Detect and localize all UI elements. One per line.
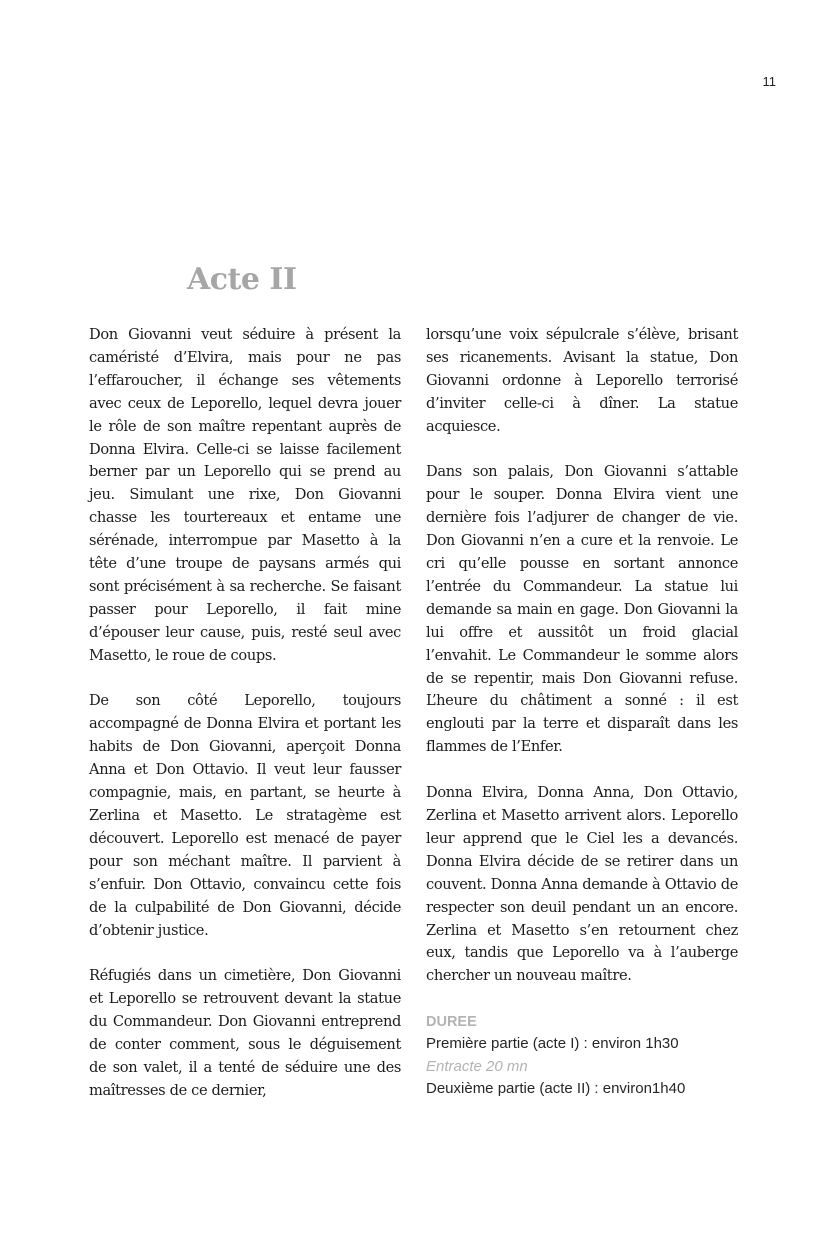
- duration-intermission: Entracte 20 mn: [426, 1057, 528, 1075]
- synopsis-paragraph: De son côté Leporello, toujours accompagné de Donna Elvira et portant les habits de Don Giovanni, aperçoit Donna Anna et Don Ottavio. Il veut leur fausser compagnie, mais, en partant, se heurte à Zerlina et Masetto. Le stratagème est découvert. Leporello est menacé de payer pour son méchant maître. Il parvient à s’enfuir. Don Ottavio, convaincu cette fois de la culpabilité de Don Giovanni, décide d’obtenir justice.: [89, 692, 401, 939]
- duration-info: [426, 1011, 738, 1101]
- right-column: [426, 324, 738, 1101]
- left-column: [89, 324, 401, 1126]
- section-heading: Acte II: [187, 262, 297, 297]
- synopsis-paragraph: Don Giovanni veut séduire à présent la caméristé d’Elvira, mais pour ne pas l’effaroucher, il échange ses vêtements avec ceux de Leporello, lequel devra jouer le rôle de son maître repentant auprès de Donna Elvira. Celle-ci se laisse facilement berner par un Leporello qui se prend au jeu. Simulant une rixe, Don Giovanni chasse les tourtereaux et entame une sérénade, interrompue par Masetto à la tête d’une troupe de paysans armés qui sont précisément à sa recherche. Se faisant passer pour Leporello, il fait mine d’épouser leur cause, puis, resté seul avec Masetto, le roue de coups.: [89, 326, 401, 664]
- duration-title: DUREE: [426, 1014, 477, 1031]
- synopsis-paragraph: Donna Elvira, Donna Anna, Don Ottavio, Zerlina et Masetto arrivent alors. Leporello leur apprend que le Ciel les a devancés. Donna Elvira décide de se retirer dans un couvent. Donna Anna demande à Ottavio de respecter son deuil pendant un an encore. Zerlina et Masetto s’en retournent chez eux, tandis que Leporello va à l’auberge chercher un nouveau maître.: [426, 784, 738, 985]
- synopsis-paragraph: Dans son palais, Don Giovanni s’attable pour le souper. Donna Elvira vient une dernière fois l’adjurer de changer de vie. Don Giovanni n’en a cure et la renvoie. Le cri qu’elle pousse en sortant annonce l’entrée du Commandeur. La statue lui demande sa main en gage. Don Giovanni la lui offre et aussitôt un froid glacial l’envahit. Le Commandeur le somme alors de se repentir, mais Don Giovanni refuse. L’heure du châtiment a sonné : il est englouti par la terre et disparaît dans les flammes de l’Enfer.: [426, 463, 738, 756]
- page-number: 11: [762, 74, 776, 89]
- duration-part2: Deuxième partie (acte II) : environ1h40: [426, 1080, 686, 1098]
- duration-part1: Première partie (acte I) : environ 1h30: [426, 1035, 679, 1053]
- synopsis-paragraph: lorsqu’une voix sépulcrale s’élève, brisant ses ricanements. Avisant la statue, Don Giovanni ordonne à Leporello terrorisé d’inviter celle-ci à dîner. La statue acquiesce.: [426, 326, 738, 435]
- synopsis-paragraph: Réfugiés dans un cimetière, Don Giovanni et Leporello se retrouvent devant la statue du Commandeur. Don Giovanni entreprend de conter comment, sous le déguisement de son valet, il a tenté de séduire une des maîtresses de ce dernier,: [89, 967, 401, 1099]
